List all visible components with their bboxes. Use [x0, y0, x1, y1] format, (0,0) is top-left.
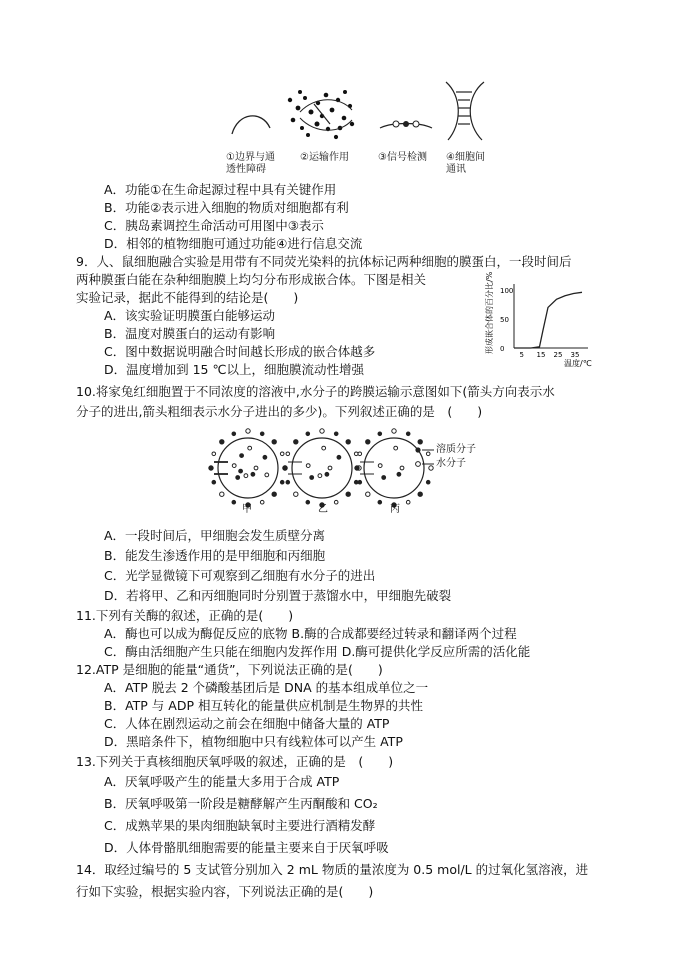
q9-stem-line2: 两种膜蛋白能在杂种细胞膜上均匀分布形成嵌合体。下图是相关	[76, 272, 427, 287]
q10-option-a: A．一段时间后，甲细胞会发生质壁分离	[104, 528, 326, 543]
q10-option-d: D．若将甲、乙和丙细胞同时分别置于蒸馏水中，甲细胞先破裂	[104, 588, 452, 603]
q9-option-a: A．该实验证明膜蛋白能够运动	[104, 308, 276, 323]
q13-option-a: A．厌氧呼吸产生的能量大多用于合成 ATP	[104, 774, 340, 789]
q12-option-b: B．ATP 与 ADP 相互转化的能量供应机制是生物界的共性	[104, 698, 423, 713]
chart-x-tick-label: 25	[553, 351, 563, 359]
q9-option-d: D．温度增加到 15 ℃以上，细胞膜流动性增强	[104, 362, 365, 377]
q13-option-b: B．厌氧呼吸第一阶段是糖酵解产生丙酮酸和 CO₂	[104, 796, 378, 811]
q10-option-b: B．能发生渗透作用的是甲细胞和丙细胞	[104, 548, 326, 563]
caption-communication: ④细胞间 通讯	[446, 152, 485, 175]
transport-dots	[288, 90, 354, 139]
q12-option-d: D．黑暗条件下，植物细胞中只有线粒体可以产生 ATP	[104, 734, 403, 749]
cell-label-yi: 乙	[318, 504, 328, 515]
cell-label-jia: 甲	[242, 504, 252, 515]
q8-option-a: A．功能①在生命起源过程中具有关键作用	[104, 182, 337, 197]
q8-option-d: D．相邻的植物细胞可通过功能④进行信息交流	[104, 236, 363, 251]
caption-transport: ②运输作用	[300, 152, 349, 163]
q12-stem: 12.ATP 是细胞的能量“通货”，下列说法正确的是( )	[76, 662, 383, 677]
q13-stem: 13.下列关于真核细胞厌氧呼吸的叙述，正确的是 ( )	[76, 754, 394, 769]
chart-ylabel: 形成嵌合体的百分比/%	[485, 271, 494, 354]
q9-option-c: C．图中数据说明融合时间越长形成的嵌合体越多	[104, 344, 376, 359]
q11-stem: 11.下列有关酶的叙述，正确的是( )	[76, 608, 294, 623]
chart-series-line	[514, 292, 582, 348]
membrane-functions-figure	[0, 0, 692, 150]
q12-option-a: A．ATP 脱去 2 个磷酸基团后是 DNA 的基本组成单位之一	[104, 680, 429, 695]
chart-xlabel: 温度/℃	[564, 359, 592, 368]
osmosis-cells-figure	[0, 426, 692, 526]
q11-options-line2: C．酶由活细胞产生只能在细胞内发挥作用 D.酶可提供化学反应所需的活化能	[104, 644, 531, 659]
q11-options-line1: A．酶也可以成为酶促反应的底物 B.酶的合成都要经过转录和翻译两个过程	[104, 626, 517, 641]
q13-option-c: C．成熟苹果的果肉细胞缺氧时主要进行酒精发酵	[104, 818, 376, 833]
cell-yi	[283, 429, 361, 507]
legend-water: 水分子	[436, 458, 466, 469]
q10-option-c: C．光学显微镜下可观察到乙细胞有水分子的进出	[104, 568, 376, 583]
boundary-curve	[232, 116, 270, 134]
q8-option-b: B．功能②表示进入细胞的物质对细胞都有利	[104, 200, 349, 215]
caption-boundary: ①边界与通 透性障碍	[226, 152, 275, 175]
chart-y-tick-label: 100	[500, 287, 514, 295]
chimera-temperature-chart	[482, 271, 602, 368]
q9-stem-line1: 9．人、鼠细胞融合实验是用带有不同荧光染料的抗体标记两种细胞的膜蛋白，一段时间后	[76, 254, 572, 269]
q9-stem-line3: 实验记录，据此不能得到的结论是( )	[76, 290, 299, 305]
chart-x-tick-label: 5	[519, 351, 524, 359]
q10-stem-line1: 10.将家兔红细胞置于不同浓度的溶液中,水分子的跨膜运输示意图如下(箭头方向表示水	[76, 384, 555, 399]
q14-stem-line1: 14．取经过编号的 5 支试管分别加入 2 mL 物质的量浓度为 0.5 mol/L 的过氧化氢溶液，进	[76, 862, 589, 877]
caption-signal: ③信号检测	[378, 152, 427, 163]
q14-stem-line2: 行如下实验，根据实验内容，下列说法正确的是( )	[76, 884, 374, 899]
cell-label-bing: 丙	[390, 504, 400, 515]
cell-bing	[355, 429, 433, 507]
chart-x-tick-label: 35	[570, 351, 580, 359]
chart-y-tick-label: 0	[500, 345, 505, 353]
q9-option-b: B．温度对膜蛋白的运动有影响	[104, 326, 276, 341]
legend-solute: 溶质分子	[436, 444, 476, 455]
q13-option-d: D．人体骨骼肌细胞需要的能量主要来自于厌氧呼吸	[104, 840, 389, 855]
q12-option-c: C．人体在剧烈运动之前会在细胞中储备大量的 ATP	[104, 716, 390, 731]
chart-x-tick-label: 15	[536, 351, 546, 359]
cell-jia	[209, 429, 287, 507]
chart-y-tick-label: 50	[500, 316, 509, 324]
q8-option-c: C．胰岛素调控生命活动可用图中③表示	[104, 218, 324, 233]
q10-stem-line2: 分子的进出,箭头粗细表示水分子进出的多少)。下列叙述正确的是 ( )	[76, 404, 483, 419]
